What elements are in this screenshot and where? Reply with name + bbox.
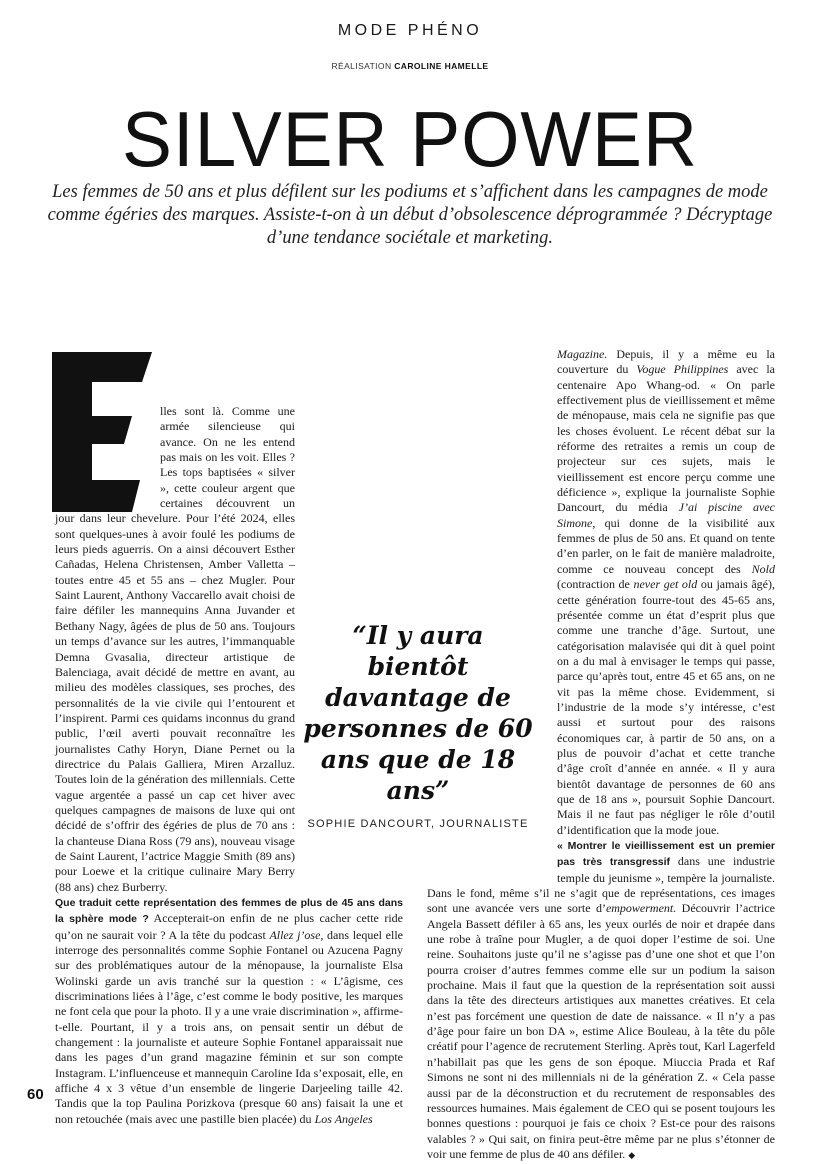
paragraph-2	[55, 895, 403, 1127]
paragraph-4-text-b: Découvrir l’actrice Angela Bassett défiler à 65 ans, les yeux ourlés de noir et drapée dans une robe à traîne pour Mugler, a de quoi doper l’estime de soi. Une reine. Souhaitons juste qu’il ne s’agisse pas d’une one shot et que l’on pourra croiser d’autres femmes comme elle sur un podium la saison prochaine. Mais il faut que la question de la représentation soit aussi dans la tête des directeurs artistiques aux manettes créatives. Et cela n’est pas forcément une question de date de naissance. « Il n’y a pas d’âge pour faire un bon DA », estime Alice Bouleau, à la tête du pôle créatif pour l’agence de recrutement Sterling. Après tout, Karl Lagerfeld n’habillait pas que les gens de son époque. Miuccia Prada et Raf Simons ne sont ni des millennials ni de la génération Z. « Cela passe aussi par de la déconstruction et du recrutement de responsables des ressources humaines. Mais également de CEO qui se posent toujours les bonnes questions : pourquoi je fais ce choix ? Est-ce pour des raisons valables ? » Qui sait, on finira peut-être même par ne plus s’étonner de voir une femme de plus de 40 ans défiler.	[427, 901, 775, 1161]
pull-quote-author: SOPHIE DANCOURT, JOURNALISTE	[307, 818, 529, 830]
paragraph-4-text-a: dans une industrie temple du jeunisme », tempère la journaliste. Dans le fond, même s’il ne s’agit que de représentations, ces images sont une avancée vers une sorte d’	[427, 854, 775, 916]
paragraph-2-text-b: dans lequel elle interroge des personnalités comme Sophie Fontanel ou Azucena Pagny sur des problématiques autour de la ménopause, la journaliste Elsa Wolinski garde un avis tranché sur la question : « L’âgisme, ces discriminations liées à l’âge, c’est comme le body positive, les marques ne font cela que pour la photo. Il y a une vraie discrimination », affirme-t-elle. Pourtant, il y a trois ans, on pensait sentir un début de changement : la journaliste et auteure Sophie Fontanel apparaissait nue dans les pages d’un grand magazine féminin et sur son compte Instagram. L’influenceuse et mannequin Caroline Ida s’exposait, elle, en affiche 4 x 3 vêtue d’un ensemble de lingerie Darjeeling taille 42. Tandis que la top Paulina Porizkova (presque 60 ans) faisait la une et non retouchée (mais avec une pastille bien placée) du	[55, 927, 403, 1126]
page-number: 60	[27, 1086, 44, 1103]
paragraph-3-text-d: (contraction de	[557, 577, 634, 592]
end-mark: ◆	[628, 1150, 636, 1161]
podcast-name: Allez j’ose,	[269, 927, 324, 942]
article-title: SILVER POWER	[121, 95, 699, 183]
paragraph-3-text-b: avec la centenaire Apo Whang-od. « On parle effectivement plus de vieillissement et même de ménopause, mais cela ne signifie pas que les choses évoluent. Le récent débat sur la réforme des retraites a remis un coup de projecteur sur ces sujets, mais le vieillissement est encore perçu comme une déficience », explique la journaliste Sophie Dancourt, du média	[557, 362, 775, 515]
paragraph-1: lles sont là. Comme une armée silencieuse qui avance. On ne les entend pas mais on les voit. Elles ? Les tops baptisées « silver », cette couleur argent que certaines découvrent un jour dans leur chevelure. Pour l’été 2024, elles sont quelques-unes à avoir foulé les podiums de leurs pieds aguerris. On a ainsi découvert Esther Cañadas, Helena Christensen, Amber Valletta – toutes entre 45 et 55 ans – chez Mugler. Pour Saint Laurent, Anthony Vaccarello avait choisi de faire défiler les mannequins Anna Juvander et Bethany Nagy, âgées de plus de 50 ans. Toujours un temps d’avance sur les autres, l’immanquable Demna Gvasalia, directeur artistique de Balenciaga, avait décidé de mettre en avant, au milieu des modèles classiques, ses proches, des personnalités de la vie civile qui l’entourent et l’inspirent. Parmi ces quidams inconnus du grand public, l’œil averti pouvait reconnaître les journalistes Cathy Horyn, Diane Pernet ou la directrice du Palais Galliera, Miren Arzalluz. Toutes loin de la génération des millennials. Cette vague argentée a passé un cap cet hiver avec quelques campagnes de maisons de luxe qui ont décidé de s’offrir des égéries de plus de 70 ans : la chanteuse Diana Ross (79 ans), nouveau visage de Saint Laurent, l’actrice Maggie Smith (89 ans) pour Loewe et la critique culinaire Mary Berry (88 ans) chez Burberry.	[55, 404, 295, 894]
paragraph-2-lead: Que traduit cette représentation des femmes de plus de 45 ans dans la sphère mode ?	[55, 897, 403, 926]
credit-label: RÉALISATION	[331, 61, 392, 71]
credit-name: CAROLINE HAMELLE	[394, 61, 489, 71]
pull-quote-text: “Il y aura bientôt davantage de personnes de 60 ans que de 18 ans”	[303, 621, 533, 805]
dropcap-wrap-space	[55, 352, 160, 500]
paragraph-2-text-a: Accepterait-on enfin de ne plus cacher cette ride qu’on ne saurait voir ? A la tête du podcast	[55, 911, 403, 942]
vogue-name: Vogue Philippines	[636, 362, 729, 377]
section-label: MODE PHÉNO	[337, 22, 483, 39]
credit-line	[0, 61, 820, 71]
empowerment-term: empowerment.	[605, 901, 677, 916]
paragraph-3-text-c: qui donne de la visibilité aux femmes de plus de 50 ans. Et quand on tente d’en parler, on le fait de manière maladroite, comme ce nouveau concept des	[557, 515, 775, 576]
never-get-old-term: never get old	[633, 577, 698, 592]
nold-term: Nold	[751, 561, 775, 576]
paragraph-3-text-e: ou jamais âgé), cette génération fourre-tout des 45-65 ans, présentée comme un état d’esprit plus que comme une tranche d’âge. Surtout, une catégorisation malavisée qui dit à quel point on a du mal à envisager le temps qui passe, parce qu’après tout, entre 45 et 65 ans, on ne vit pas la même chose. Evidemment, si l’industrie de la mode s’y intéresse, c’est aussi et surtout pour des raisons économiques car, à partir de 50 ans, on a plus de pouvoir d’achat et cette tranche d’âge croît d’année en année. « Il y aura bientôt davantage de personnes de 60 ans que de 18 ans », poursuit Sophie Dancourt. Mais il ne faut pas négliger le rôle d’outil d’identification que la mode joue.	[557, 577, 775, 837]
article-deck: Les femmes de 50 ans et plus défilent sur les podiums et s’affichent dans les campagnes de mode comme égéries des marques. Assiste-t-on à un début d’obsolescence déprogrammée ? Décryptage d’une tendance sociétale et marketing.	[47, 182, 773, 248]
paragraph-4-lead: « Montrer le vieillissement est un premier pas très transgressif	[557, 840, 775, 869]
magazine-name: Los Angeles	[314, 1111, 373, 1126]
paragraph-4	[427, 838, 775, 1164]
media-name: J’ai piscine avec Simone,	[557, 500, 776, 530]
magazine-name-2: Magazine.	[557, 347, 608, 361]
pull-quote-block	[298, 620, 538, 830]
paragraph-3-text-a: Depuis, il y a même eu la couverture du	[557, 347, 775, 377]
